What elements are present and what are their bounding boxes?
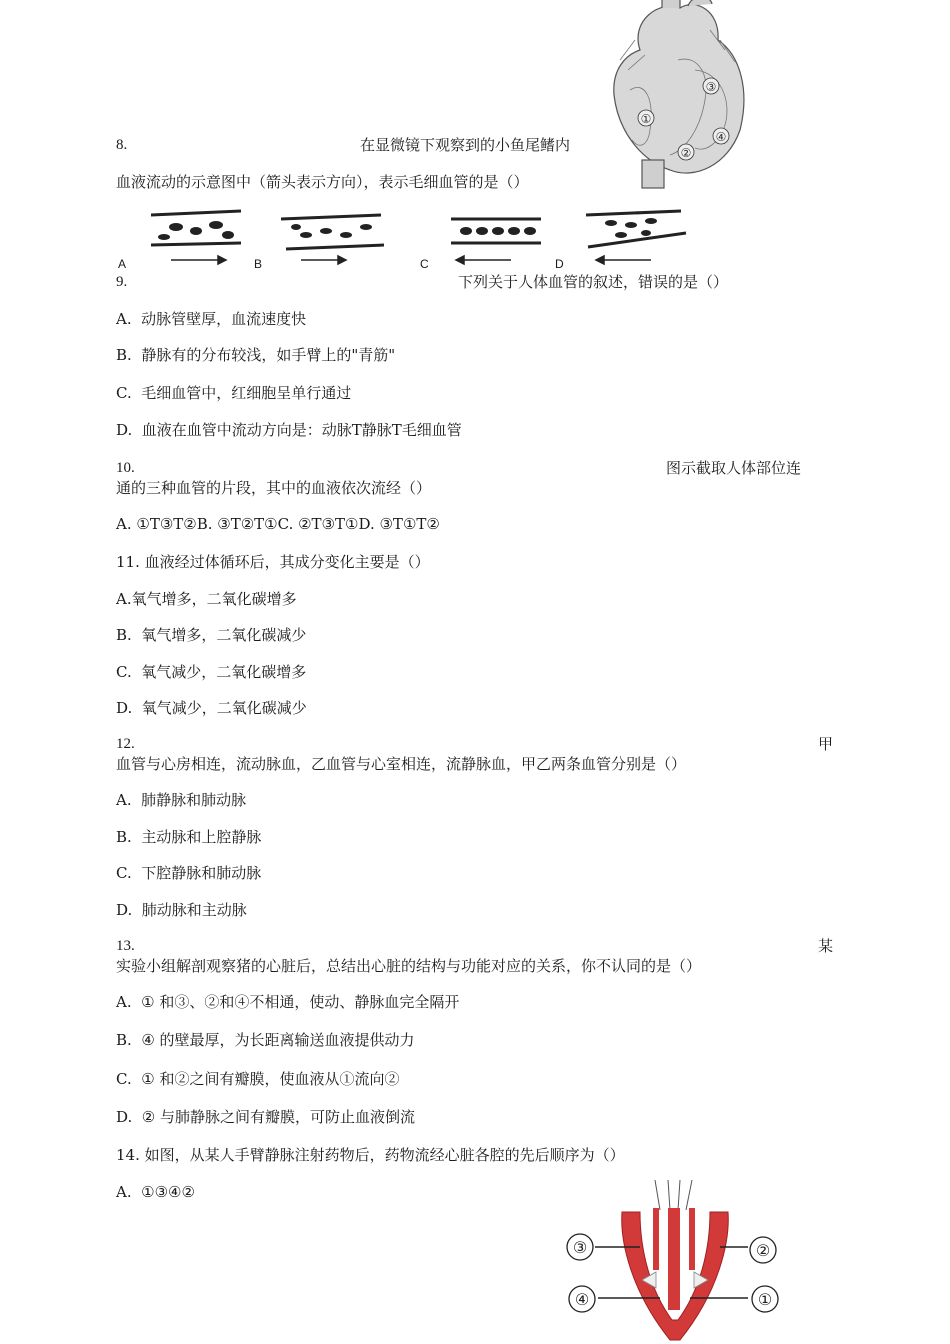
q11-option-b: B. 氧气增多，二氧化碳减少	[116, 626, 307, 644]
q14-option-a: A. ①③④②	[116, 1183, 195, 1201]
q12-option-b: B. 主动脉和上腔静脉	[116, 828, 262, 846]
q12-number: 12.	[116, 736, 135, 752]
q8-number: 8.	[116, 137, 128, 153]
q8-option-diagrams	[116, 205, 706, 267]
q12-option-d: D. 肺动脉和主动脉	[116, 901, 247, 919]
heart-bottom-label-2: ②	[755, 1241, 771, 1260]
q12-option-a: A. 肺静脉和肺动脉	[116, 791, 247, 809]
q8-stem-line2: 血液流动的示意图中（箭头表示方向），表示毛细血管的是（）	[116, 173, 529, 191]
q9-stem: 下列关于人体血管的叙述，错误的是（）	[458, 273, 729, 291]
q8-option-label-c: C	[420, 257, 429, 271]
q9-option-a: A. 动脉管壁厚，血流速度快	[116, 310, 307, 328]
q8-option-label-a: A	[118, 257, 127, 271]
q10-options: A. ①T③T②B. ③T②T①C. ②T③T①D. ③T①T②	[116, 515, 440, 533]
q11-option-d: D. 氧气减少，二氧化碳减少	[116, 699, 307, 717]
q13-option-b: B. ④ 的壁最厚，为长距离输送血液提供动力	[116, 1031, 415, 1049]
heart-top-label-2: ②	[680, 146, 692, 160]
heart-top-label-1: ①	[640, 112, 652, 126]
q12-stem-right: 甲	[818, 735, 834, 753]
heart-sketch-figure	[600, 0, 765, 190]
q13-option-d: D. ② 与肺静脉之间有瓣膜，可防止血液倒流	[116, 1108, 416, 1126]
q13-number: 13.	[116, 938, 135, 954]
q10-number: 10.	[116, 460, 135, 476]
q8-option-label-d: D	[555, 257, 564, 271]
q13-stem-line2: 实验小组解剖观察猪的心脏后，总结出心脏的结构与功能对应的关系，你不认同的是（）	[116, 957, 702, 975]
q11-option-c: C. 氧气减少，二氧化碳增多	[116, 663, 307, 681]
q13-stem-right: 某	[818, 937, 834, 955]
heart-top-label-4: ④	[715, 130, 727, 144]
q12-option-c: C. 下腔静脉和肺动脉	[116, 864, 262, 882]
q8-stem-right: 在显微镜下观察到的小鱼尾鳍内	[360, 136, 571, 154]
heart-bottom-label-4: ④	[574, 1290, 590, 1309]
q9-option-d: D. 血液在血管中流动方向是：动脉T静脉T毛细血管	[116, 421, 462, 439]
q11-option-a: A.氧气增多，二氧化碳增多	[116, 590, 297, 608]
q9-option-c: C. 毛细血管中，红细胞呈单行通过	[116, 384, 352, 402]
heart-bottom-label-1: ①	[757, 1290, 773, 1309]
q9-option-b: B. 静脉有的分布较浅，如手臂上的"青筋"	[116, 346, 396, 364]
q14-stem: 14. 如图，从某人手臂静脉注射药物后，药物流经心脏各腔的先后顺序为（）	[116, 1146, 625, 1164]
q13-option-a: A. ① 和③、②和④不相通，使动、静脉血完全隔开	[116, 993, 460, 1011]
q11-stem: 11. 血液经过体循环后，其成分变化主要是（）	[116, 553, 430, 571]
q13-option-c: C. ① 和②之间有瓣膜，使血液从①流向②	[116, 1070, 400, 1088]
q9-number: 9.	[116, 274, 128, 290]
heart-diagram-figure	[560, 1180, 790, 1344]
heart-top-label-3: ③	[705, 80, 717, 94]
q10-stem-right: 图示截取人体部位连	[666, 459, 802, 477]
q12-stem-line2: 血管与心房相连，流动脉血，乙血管与心室相连，流静脉血，甲乙两条血管分别是（）	[116, 755, 687, 773]
heart-bottom-label-3: ③	[572, 1238, 588, 1257]
q8-option-label-b: B	[254, 257, 263, 271]
q10-stem-line2: 通的三种血管的片段，其中的血液依次流经（）	[116, 479, 432, 497]
